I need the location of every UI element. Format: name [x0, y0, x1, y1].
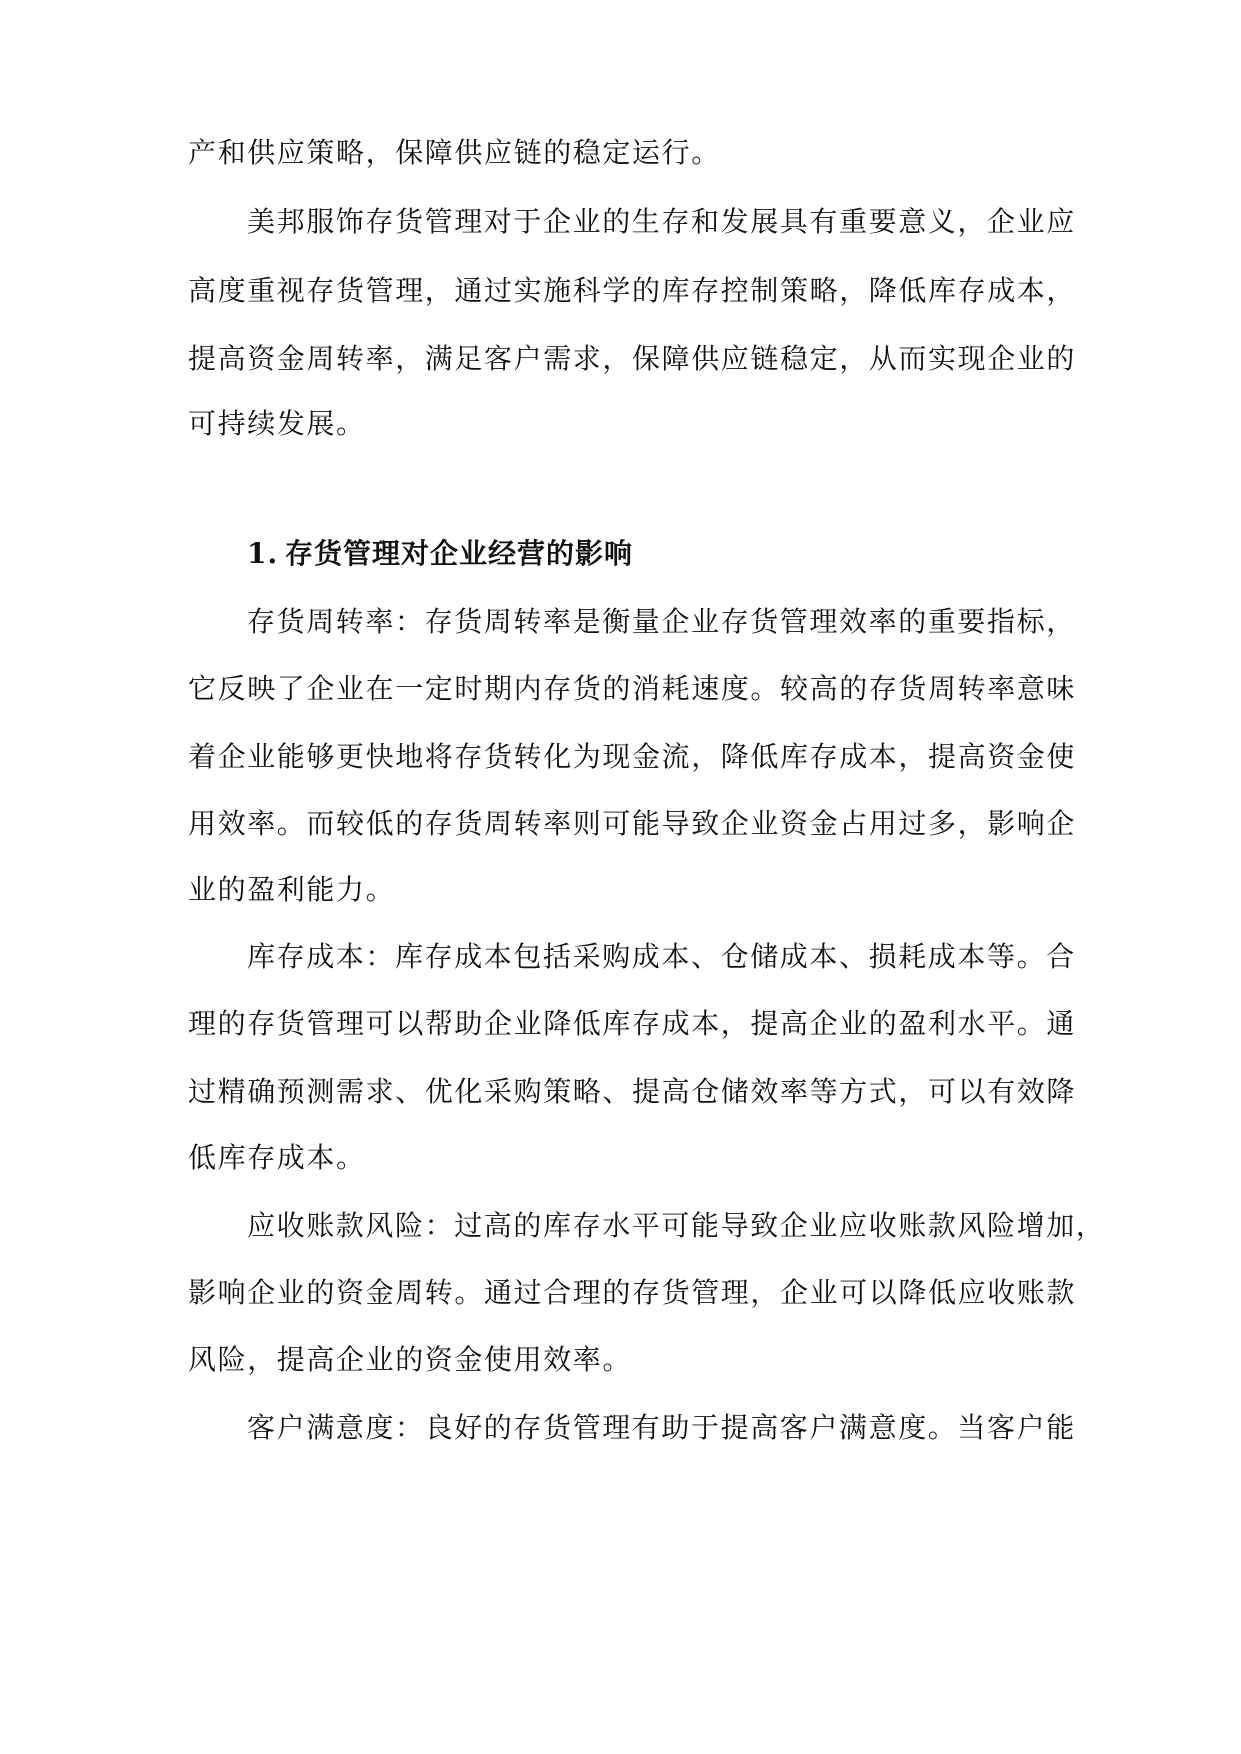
paragraph-line: 用效率。而较低的存货周转率则可能导致企业资金占用过多，影响企 — [188, 807, 1077, 840]
paragraph-line: 过精确预测需求、优化采购策略、提高仓储效率等方式，可以有效降 — [188, 1075, 1077, 1108]
paragraph-line: 影响企业的资金周转。通过合理的存货管理，企业可以降低应收账款 — [188, 1276, 1077, 1309]
paragraph-line: 应收账款风险：过高的库存水平可能导致企业应收账款风险增加， — [247, 1209, 1106, 1242]
paragraph-line: 它反映了企业在一定时期内存货的消耗速度。较高的存货周转率意味 — [188, 672, 1077, 705]
paragraph-line: 低库存成本。 — [188, 1141, 366, 1174]
section-heading — [247, 534, 1069, 574]
paragraph-line: 美邦服饰存货管理对于企业的生存和发展具有重要意义，企业应 — [247, 205, 1076, 238]
paragraph-line: 产和供应策略，保障供应链的稳定运行。 — [188, 136, 721, 169]
section-title: 存货管理对企业经营的影响 — [285, 537, 634, 570]
section-number: 1. — [247, 537, 279, 570]
paragraph-line: 提高资金周转率，满足客户需求，保障供应链稳定，从而实现企业的 — [188, 342, 1077, 375]
paragraph-line: 理的存货管理可以帮助企业降低库存成本，提高企业的盈利水平。通 — [188, 1007, 1077, 1040]
paragraph-line: 客户满意度：良好的存货管理有助于提高客户满意度。当客户能 — [247, 1411, 1076, 1444]
paragraph-line: 库存成本：库存成本包括采购成本、仓储成本、损耗成本等。合 — [247, 940, 1076, 973]
paragraph-line: 存货周转率：存货周转率是衡量企业存货管理效率的重要指标， — [247, 605, 1076, 638]
paragraph-line: 高度重视存货管理，通过实施科学的库存控制策略，降低库存成本， — [188, 274, 1077, 307]
paragraph-line: 可持续发展。 — [188, 407, 366, 440]
paragraph-line: 业的盈利能力。 — [188, 873, 396, 906]
paragraph-line: 着企业能够更快地将存货转化为现金流，降低库存成本，提高资金使 — [188, 740, 1077, 773]
paragraph-line: 风险，提高企业的资金使用效率。 — [188, 1343, 633, 1376]
